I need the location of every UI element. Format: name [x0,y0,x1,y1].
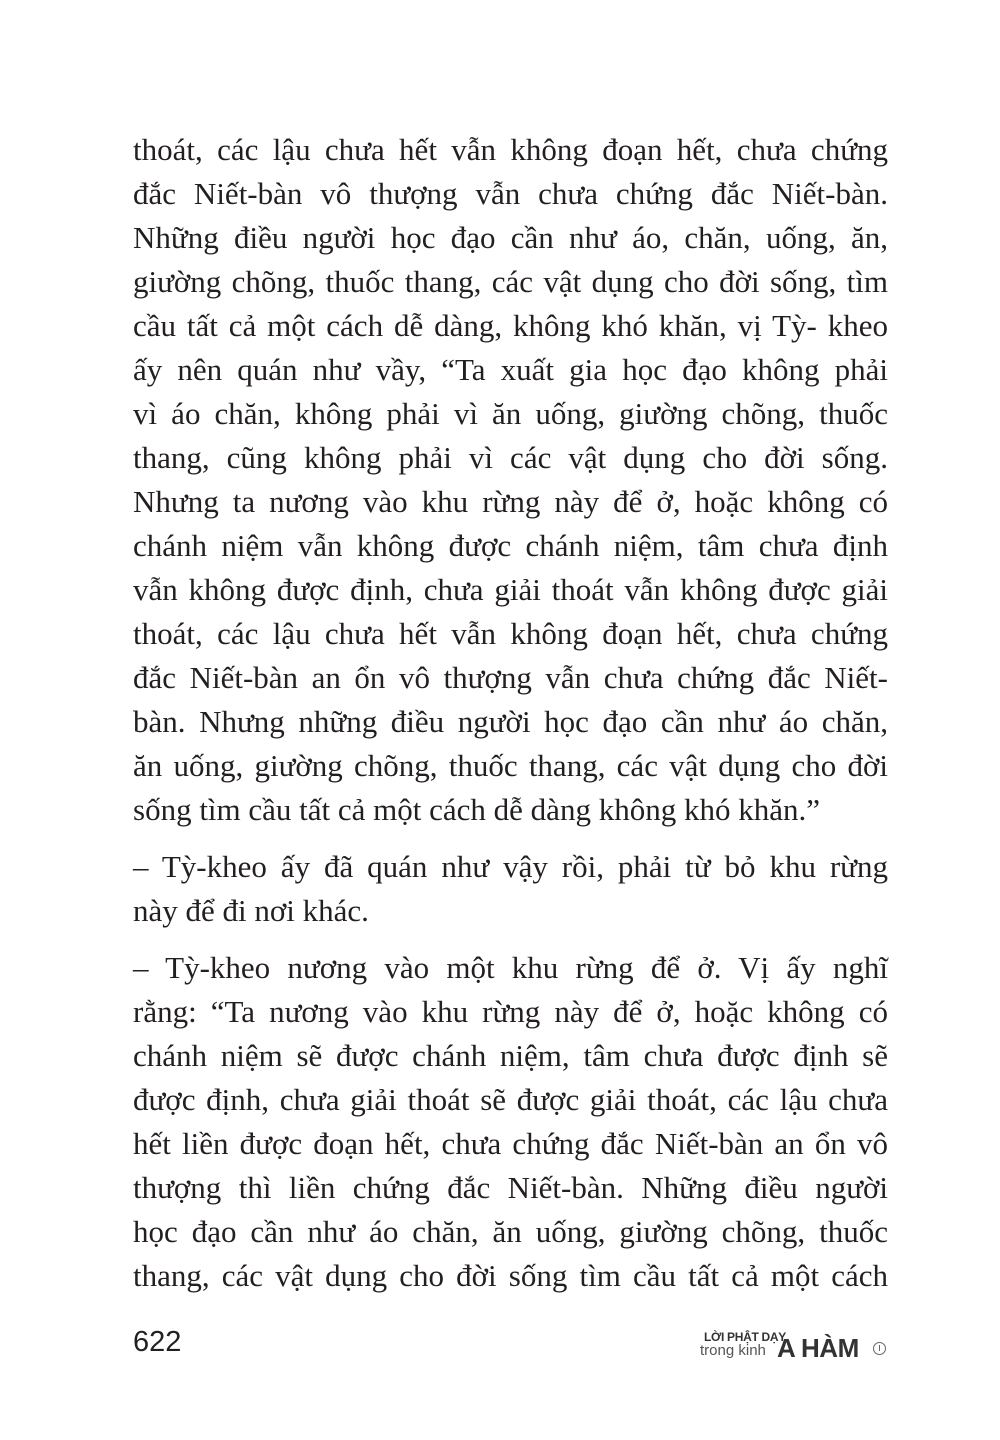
text-line: ấy nên quán như vầy, “Ta xuất gia học đạo không phải [133,352,888,387]
text-line: đắc Niết-bàn vô thượng vẫn chưa chứng đắc Niết-bàn. [133,176,888,211]
text-line: – Tỳ-kheo nương vào một khu rừng để ở. Vị ấy nghĩ [133,950,888,985]
text-line: vẫn không được định, chưa giải thoát vẫn không được giải [133,572,888,607]
text-line: chánh niệm sẽ được chánh niệm, tâm chưa được định sẽ [133,1038,888,1073]
logo-line1: LỜI PHẬT DẠY [704,1330,786,1344]
text-line: – Tỳ-kheo ấy đã quán như vậy rồi, phải từ bỏ khu rừng [133,849,888,884]
text-line: này để đi nơi khác. [133,893,369,928]
text-line: thoát, các lậu chưa hết vẫn không đoạn hết, chưa chứng [133,132,888,167]
page-number: 622 [133,1326,182,1358]
text-line: Nhưng ta nương vào khu rừng này để ở, hoặc không có [133,484,888,519]
paragraph [133,128,888,832]
text-line: chánh niệm vẫn không được chánh niệm, tâm chưa định [133,528,888,563]
text-line: thang, các vật dụng cho đời sống tìm cầu tất cả một cách [133,1258,888,1293]
text-line: vì áo chăn, không phải vì ăn uống, giường chõng, thuốc [133,396,888,431]
text-line: thượng thì liền chứng đắc Niết-bàn. Những điều người [133,1170,888,1205]
text-line: Những điều người học đạo cần như áo, chăn, uống, ăn, [133,220,888,255]
text-line: học đạo cần như áo chăn, ăn uống, giường chõng, thuốc [133,1214,888,1249]
text-line: được định, chưa giải thoát sẽ được giải thoát, các lậu chưa [133,1082,888,1117]
text-line: giường chõng, thuốc thang, các vật dụng cho đời sống, tìm [133,264,888,299]
text-line: rằng: “Ta nương vào khu rừng này để ở, hoặc không có [133,994,888,1029]
book-logo [700,1330,890,1362]
text-line: đắc Niết-bàn an ổn vô thượng vẫn chưa chứng đắc Niết- [133,660,888,695]
body-text [133,128,888,1311]
text-line: thoát, các lậu chưa hết vẫn không đoạn hết, chưa chứng [133,616,888,651]
paragraph [133,946,888,1298]
paragraph [133,845,888,933]
logo-line2: trong kinh [700,1342,766,1359]
logo-title: A HÀM [777,1333,859,1363]
text-line: bàn. Nhưng những điều người học đạo cần như áo chăn, [133,704,888,739]
volume-badge: I [873,1342,886,1355]
text-line: sống tìm cầu tất cả một cách dễ dàng không khó khăn.” [133,792,820,827]
text-line: ăn uống, giường chõng, thuốc thang, các vật dụng cho đời [133,748,888,783]
text-line: hết liền được đoạn hết, chưa chứng đắc Niết-bàn an ổn vô [133,1126,888,1161]
text-line: cầu tất cả một cách dễ dàng, không khó khăn, vị Tỳ- kheo [133,308,888,343]
text-line: thang, cũng không phải vì các vật dụng cho đời sống. [133,440,888,475]
